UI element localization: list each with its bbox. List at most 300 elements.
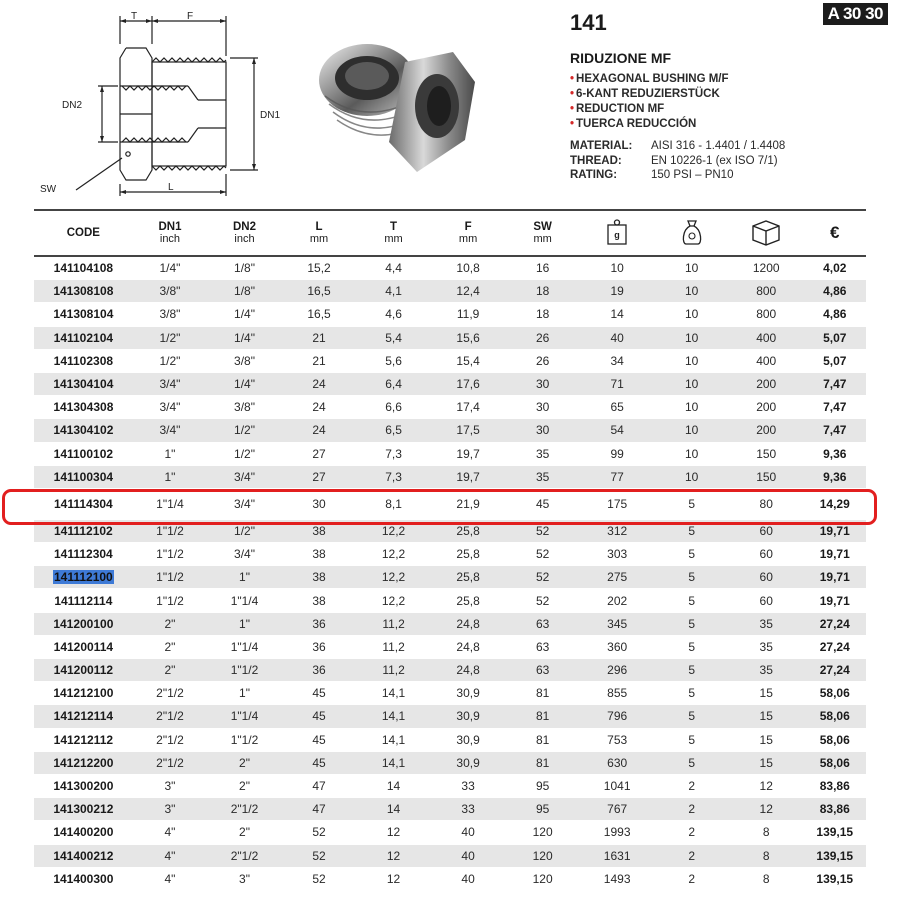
cell-box [729, 705, 804, 728]
cell-f [431, 682, 506, 705]
cell-t [356, 682, 431, 705]
cell-box [729, 612, 804, 635]
cell-dn2 [207, 566, 282, 589]
cell-text: 1"1/4 [230, 639, 259, 654]
cell-sw [505, 728, 580, 751]
cell-code [34, 635, 133, 658]
cell-text: 17,4 [456, 400, 480, 415]
cell-text: 141100102 [53, 446, 114, 461]
cell-text: 141112304 [53, 547, 113, 562]
cell-box [729, 798, 804, 821]
cell-text: 30,9 [456, 686, 480, 701]
cell-dn1 [133, 256, 208, 280]
cell-text: 1993 [603, 825, 631, 840]
cell-text: 12,2 [381, 523, 406, 538]
table-row [34, 280, 866, 303]
product-number: 141 [570, 10, 607, 35]
cell-text: 3/4" [159, 400, 181, 415]
cell-text: 800 [756, 284, 777, 299]
cell-text: 2 [688, 802, 696, 817]
cell-text: 15 [759, 709, 773, 724]
cell-dn1 [133, 682, 208, 705]
cell-text: 4,02 [823, 261, 847, 276]
cell-text: 52 [312, 825, 326, 840]
cell-sw [505, 326, 580, 349]
cell-text: 52 [535, 570, 550, 585]
cell-text: 52 [312, 871, 326, 886]
cell-text: 5 [688, 732, 696, 747]
cell-dn2 [207, 419, 282, 442]
cell-text: 8 [762, 848, 770, 863]
cell-text: 34 [610, 353, 624, 368]
cell-price [803, 844, 866, 867]
cell-text: 18 [535, 307, 550, 322]
cell-price [803, 682, 866, 705]
cell-text: 52 [312, 848, 326, 863]
cell-bag [654, 256, 729, 280]
cell-f [431, 419, 506, 442]
cell-text: 1"1/2 [156, 523, 184, 538]
cell-box [729, 349, 804, 372]
cell-text: 296 [607, 663, 628, 678]
cell-text: 1"1/4 [230, 709, 259, 724]
cell-f [431, 589, 506, 612]
drawing-label-dn2: DN2 [62, 100, 83, 111]
table-row [34, 519, 866, 542]
cell-text: 1"1/2 [230, 732, 259, 747]
cell-text: 38 [312, 547, 326, 562]
cell-l [282, 589, 357, 612]
cell-l [282, 705, 357, 728]
cell-text: 4,86 [823, 307, 847, 322]
cell-text: 1/2" [234, 446, 255, 461]
cell-text: 1"1/2 [156, 593, 184, 608]
header-price: € [803, 210, 866, 256]
cell-l [282, 519, 357, 542]
cell-text: 200 [756, 423, 777, 438]
cell-text: 81 [535, 709, 550, 724]
cell-text: 81 [535, 686, 550, 701]
cell-text: 30 [535, 423, 550, 438]
cell-text: 14,1 [381, 732, 406, 747]
cell-text: 24 [312, 423, 326, 438]
cell-dn1 [133, 589, 208, 612]
cell-dn1 [133, 867, 208, 890]
product-title: RIDUZIONE MF [570, 50, 672, 66]
cell-text: 15 [759, 755, 773, 770]
cell-text: 141200114 [53, 639, 114, 654]
cell-weight [580, 705, 655, 728]
cell-bag [654, 280, 729, 303]
cell-text: 77 [610, 469, 624, 484]
cell-box [729, 682, 804, 705]
cell-sw [505, 419, 580, 442]
cell-l [282, 396, 357, 419]
cell-price [803, 419, 866, 442]
cell-code [34, 751, 133, 774]
cell-sw [505, 589, 580, 612]
cell-sw [505, 543, 580, 566]
cell-t [356, 519, 431, 542]
cell-text: 45 [535, 496, 550, 511]
cell-text: 21 [312, 353, 326, 368]
cell-text: 52 [535, 593, 550, 608]
cell-code [34, 280, 133, 303]
cell-code [34, 396, 133, 419]
table-row [34, 821, 866, 844]
cell-code [34, 821, 133, 844]
cell-dn2 [207, 519, 282, 542]
cell-text: 27,24 [819, 639, 850, 654]
cell-text: 15,2 [307, 261, 331, 276]
cell-text: 60 [759, 547, 773, 562]
cell-text: 1" [239, 570, 250, 585]
cell-t [356, 635, 431, 658]
cell-code [34, 728, 133, 751]
cell-text: 17,6 [456, 377, 480, 392]
cell-text: 5 [688, 755, 696, 770]
cell-t [356, 372, 431, 395]
cell-bag [654, 589, 729, 612]
cell-text: 38 [312, 570, 326, 585]
cell-text: 63 [535, 663, 550, 678]
cell-text: 40 [461, 871, 475, 886]
drawing-label-sw: SW [40, 184, 57, 195]
cell-text: 141304102 [53, 423, 114, 438]
cell-dn1 [133, 519, 208, 542]
cell-weight [580, 326, 655, 349]
cell-text: 38 [312, 593, 326, 608]
cell-box [729, 396, 804, 419]
header-t: T mm [356, 210, 431, 256]
cell-box [729, 844, 804, 867]
cell-text: 3/4" [234, 496, 255, 511]
cell-text: 27 [312, 446, 326, 461]
cell-text: 26 [535, 353, 550, 368]
cell-text: 6,6 [385, 400, 402, 415]
cell-text: 58,06 [819, 709, 850, 724]
cell-code [34, 303, 133, 326]
cell-text: 5,07 [823, 330, 847, 345]
cell-box [729, 659, 804, 682]
table-row [34, 566, 866, 589]
cell-weight [580, 612, 655, 635]
cell-f [431, 728, 506, 751]
cell-text: 30 [535, 400, 550, 415]
cell-l [282, 419, 357, 442]
cell-text: 17,5 [456, 423, 480, 438]
translation-de: • 6-KANT REDUZIERSTÜCK [570, 87, 729, 102]
cell-box [729, 774, 804, 797]
cell-sw [505, 821, 580, 844]
cell-code [34, 867, 133, 890]
cell-text: 8 [762, 825, 770, 840]
cell-t [356, 612, 431, 635]
spec-value: EN 10226-1 (ex ISO 7/1) [651, 154, 778, 167]
cell-weight [580, 303, 655, 326]
cell-f [431, 798, 506, 821]
cell-text: 5 [688, 639, 696, 654]
cell-code [34, 372, 133, 395]
spec-value: AISI 316 - 1.4401 / 1.4408 [651, 140, 786, 152]
weight-icon [606, 218, 628, 246]
cell-sw [505, 682, 580, 705]
cell-text: 141304104 [53, 377, 114, 392]
cell-box [729, 867, 804, 890]
cell-text: 83,86 [819, 802, 850, 817]
cell-text: 2" [164, 663, 176, 678]
cell-text: 1200 [752, 261, 780, 276]
cell-text: 26 [535, 330, 550, 345]
cell-dn2 [207, 867, 282, 890]
cell-weight [580, 280, 655, 303]
cell-dn2 [207, 543, 282, 566]
cell-l [282, 751, 357, 774]
cell-text: 12 [386, 848, 401, 863]
cell-text: 19,71 [819, 523, 850, 538]
cell-f [431, 465, 506, 488]
cell-text: 767 [607, 802, 628, 817]
cell-code [34, 519, 133, 542]
cell-text: 200 [756, 377, 777, 392]
cell-weight [580, 396, 655, 419]
drawing-label-dn1: DN1 [260, 110, 281, 121]
cell-dn2 [207, 798, 282, 821]
table-row [34, 488, 866, 519]
cell-text: 400 [756, 353, 777, 368]
cell-text: 1/8" [234, 261, 255, 276]
cell-l [282, 821, 357, 844]
cell-text: 47 [312, 779, 326, 794]
cell-dn1 [133, 821, 208, 844]
cell-t [356, 419, 431, 442]
cell-text: 12 [759, 802, 773, 817]
cell-text: 60 [759, 570, 773, 585]
table-row [34, 419, 866, 442]
cell-text: 2" [239, 779, 250, 794]
cell-text: 16,5 [307, 307, 331, 322]
cell-sw [505, 751, 580, 774]
cell-text: 19,71 [819, 593, 850, 608]
cell-text: 141308108 [53, 284, 114, 299]
cell-text: 1/4" [159, 261, 181, 276]
cell-code [34, 612, 133, 635]
cell-t [356, 256, 431, 280]
cell-weight [580, 635, 655, 658]
cell-text: 8 [762, 871, 770, 886]
cell-price [803, 519, 866, 542]
cell-t [356, 589, 431, 612]
cell-weight [580, 774, 655, 797]
cell-text: 139,15 [816, 848, 854, 863]
cell-text: 47 [312, 802, 326, 817]
cell-f [431, 774, 506, 797]
cell-code [34, 488, 133, 519]
cell-sw [505, 774, 580, 797]
cell-dn2 [207, 256, 282, 280]
cell-text: 35 [535, 469, 550, 484]
cell-text: 63 [535, 639, 550, 654]
cell-text: 19,71 [819, 570, 850, 585]
cell-sw [505, 442, 580, 465]
cell-code [34, 705, 133, 728]
cell-dn2 [207, 589, 282, 612]
cell-text: 11,2 [382, 663, 405, 678]
cell-box [729, 751, 804, 774]
cell-text: 40 [461, 825, 475, 840]
cell-text: 40 [461, 848, 475, 863]
cell-text: 45 [312, 732, 326, 747]
cell-f [431, 705, 506, 728]
cell-text: 24,8 [456, 639, 480, 654]
cell-text: 5 [688, 496, 696, 511]
cell-dn2 [207, 442, 282, 465]
cell-text: 2" [164, 639, 176, 654]
cell-text: 65 [610, 400, 624, 415]
table-row [34, 774, 866, 797]
cell-bag [654, 844, 729, 867]
cell-dn1 [133, 705, 208, 728]
cell-text: 30 [312, 496, 326, 511]
cell-text: 141300212 [53, 802, 114, 817]
table-row [34, 612, 866, 635]
cell-dn1 [133, 844, 208, 867]
product-specs [570, 139, 785, 183]
technical-drawing [40, 8, 300, 204]
cell-weight [580, 728, 655, 751]
product-table-body [34, 256, 866, 890]
drawing-label-l: L [168, 182, 174, 193]
cell-dn1 [133, 280, 208, 303]
cell-text: 27 [312, 469, 326, 484]
cell-text: 141102104 [53, 330, 114, 345]
cell-text: 7,3 [385, 446, 402, 461]
cell-bag [654, 821, 729, 844]
cell-text: 139,15 [816, 871, 854, 886]
cell-weight [580, 442, 655, 465]
cell-text: 14 [386, 802, 401, 817]
cell-text: 1"1/2 [230, 663, 259, 678]
table-row [34, 844, 866, 867]
cell-text: 200 [756, 400, 777, 415]
cell-dn2 [207, 635, 282, 658]
cell-text: 3/4" [234, 547, 255, 562]
cell-text: 36 [312, 639, 326, 654]
cell-dn2 [207, 751, 282, 774]
cell-box [729, 372, 804, 395]
cell-text: 4,6 [385, 307, 402, 322]
cell-t [356, 442, 431, 465]
table-row [34, 635, 866, 658]
cell-box [729, 419, 804, 442]
cell-text: 38 [312, 523, 326, 538]
cell-f [431, 256, 506, 280]
cell-bag [654, 774, 729, 797]
cell-text: 80 [759, 496, 773, 511]
cell-text: 2"1/2 [156, 755, 184, 770]
cell-text: 35 [759, 616, 773, 631]
cell-weight [580, 349, 655, 372]
cell-text: 33 [461, 802, 475, 817]
cell-text: 14,1 [381, 755, 406, 770]
cell-text: 5,4 [385, 330, 402, 345]
cell-text: 141212112 [53, 732, 114, 747]
cell-code [34, 682, 133, 705]
cell-sw [505, 256, 580, 280]
cell-code [34, 566, 133, 589]
cell-text: 15,4 [456, 353, 480, 368]
cell-text: 9,36 [823, 446, 847, 461]
cell-text: 1493 [603, 871, 631, 886]
cell-text: 71 [610, 377, 624, 392]
cell-sw [505, 303, 580, 326]
cell-t [356, 566, 431, 589]
cell-weight [580, 419, 655, 442]
cell-f [431, 867, 506, 890]
cell-text: 58,06 [819, 755, 850, 770]
cell-bag [654, 519, 729, 542]
cell-text: 5,07 [823, 353, 847, 368]
cell-dn1 [133, 349, 208, 372]
cell-bag [654, 867, 729, 890]
cell-t [356, 488, 431, 519]
cell-l [282, 372, 357, 395]
cell-sw [505, 349, 580, 372]
cell-dn1 [133, 774, 208, 797]
cell-l [282, 798, 357, 821]
cell-text: 10 [685, 330, 699, 345]
cell-price [803, 396, 866, 419]
cell-l [282, 728, 357, 751]
spec-label: THREAD: [570, 154, 622, 167]
cell-f [431, 543, 506, 566]
cell-l [282, 659, 357, 682]
cell-box [729, 326, 804, 349]
cell-f [431, 280, 506, 303]
cell-text: 400 [756, 330, 777, 345]
cell-sw [505, 844, 580, 867]
cell-text: 14,1 [381, 686, 406, 701]
cell-l [282, 867, 357, 890]
cell-text: 120 [532, 848, 553, 863]
spec-thread [570, 154, 785, 169]
cell-dn1 [133, 543, 208, 566]
svg-text:g: g [614, 229, 620, 240]
translation-es: • TUERCA REDUCCIÓN [570, 117, 729, 132]
cell-l [282, 442, 357, 465]
cell-text: 141112102 [53, 523, 113, 538]
cell-text: 58,06 [819, 686, 850, 701]
cell-text: 175 [607, 496, 628, 511]
cell-weight [580, 589, 655, 612]
cell-text: 24,8 [456, 663, 480, 678]
cell-dn2 [207, 705, 282, 728]
cell-text: 1/8" [234, 284, 255, 299]
cell-box [729, 543, 804, 566]
cell-text: 141200112 [53, 663, 114, 678]
cell-text: 27,24 [819, 663, 850, 678]
cell-weight [580, 682, 655, 705]
header-bag [654, 210, 729, 256]
cell-text: 1/2" [234, 523, 255, 538]
cell-text: 2 [688, 779, 696, 794]
translation-en: • HEXAGONAL BUSHING M/F [570, 72, 729, 87]
cell-l [282, 488, 357, 519]
cell-code [34, 798, 133, 821]
cell-text: 141400200 [53, 825, 114, 840]
cell-text: 27,24 [819, 616, 850, 631]
cell-text: 312 [607, 523, 628, 538]
